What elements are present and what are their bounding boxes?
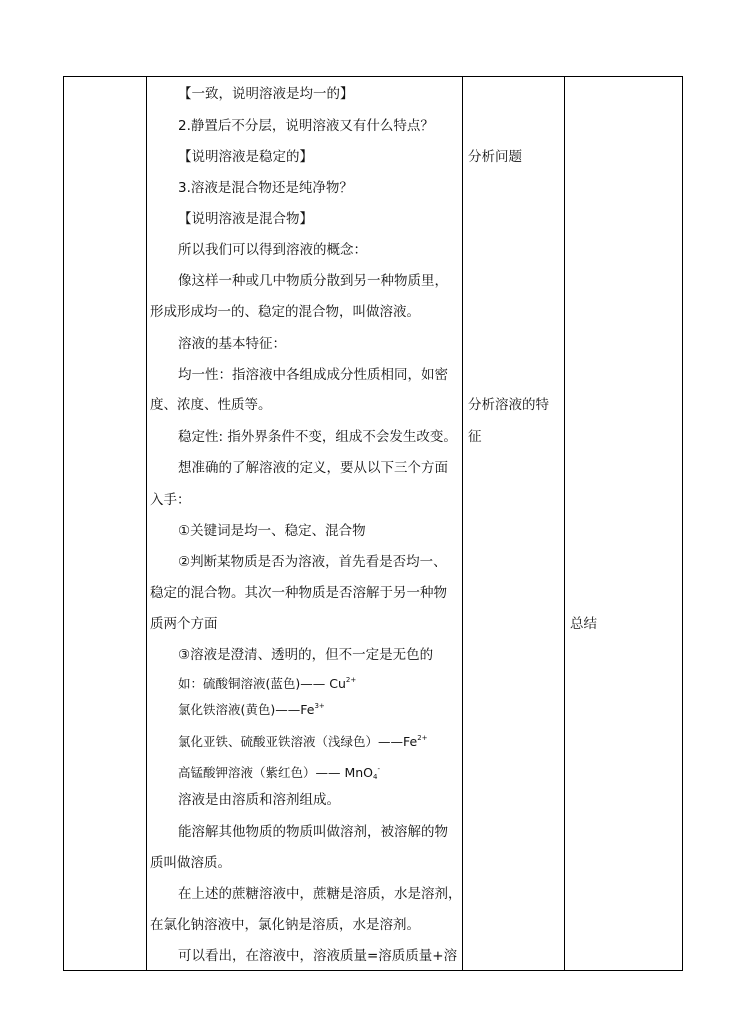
example-line: 如：硫酸铜溶液(蓝色)—— $Cu^{2+}$ [178, 676, 357, 691]
content-line: 【说明溶液是稳定的】 [178, 149, 313, 165]
example-line: 氯化亚铁、硫酸亚铁溶液（浅绿色）$——Fe^{2+}$ [178, 734, 428, 749]
content-line: 在氯化钠溶液中，氯化钠是溶质，水是溶剂。 [150, 917, 420, 933]
content-line: 【一致，说明溶液是均一的】 [178, 86, 354, 102]
activity-analyze-features-cont: 征 [468, 429, 482, 445]
content-line: 所以我们可以得到溶液的概念： [178, 242, 367, 258]
content-line: 溶液的基本特征： [178, 336, 286, 352]
content-line: 入手： [150, 492, 191, 508]
column-divider [564, 77, 565, 970]
content-line: 【说明溶液是混合物】 [178, 211, 313, 227]
content-line: 想准确的了解溶液的定义，要从以下三个方面 [178, 460, 448, 476]
content-line: 像这样一种或几中物质分散到另一种物质里， [178, 273, 448, 289]
intent-summary: 总结 [570, 616, 597, 632]
example-line: 氯化铁溶液(黄色)$——Fe^{3+}$ [178, 702, 325, 717]
content-line: 溶液是由溶质和溶剂组成。 [178, 792, 340, 808]
activity-analyze-problem: 分析问题 [468, 149, 522, 165]
content-line: ③溶液是澄清、透明的，但不一定是无色的 [178, 647, 434, 663]
content-line: 能溶解其他物质的物质叫做溶剂，被溶解的物 [178, 824, 448, 840]
content-line: ①关键词是均一、稳定、混合物 [178, 523, 366, 539]
lesson-table [63, 76, 683, 971]
content-line: 稳定的混合物。其次一种物质是否溶解于另一种物 [150, 585, 447, 601]
example-line: 高锰酸钾溶液（紫红色）—— MnO$_4$- [178, 765, 381, 781]
content-line: 可以看出，在溶液中，溶液质量=溶质质量+溶 [178, 948, 458, 964]
content-line: 均一性：指溶液中各组成成分性质相同，如密 [178, 367, 448, 383]
content-line: 稳定性: 指外界条件不变，组成不会发生改变。 [178, 429, 457, 445]
activity-analyze-features: 分析溶液的特 [468, 397, 549, 413]
content-line: ②判断某物质是否为溶液，首先看是否均一、 [178, 554, 447, 570]
content-line: 形成形成均一的、稳定的混合物，叫做溶液。 [150, 304, 420, 320]
content-line: 质叫做溶质。 [150, 855, 231, 871]
content-line: 在上述的蔗糖溶液中，蔗糖是溶质，水是溶剂， [178, 886, 462, 902]
content-line: 2.静置后不分层，说明溶液又有什么特点？ [178, 118, 434, 134]
column-divider [146, 77, 147, 970]
content-line: 3.溶液是混合物还是纯净物？ [178, 180, 353, 196]
content-line: 度、浓度、性质等。 [150, 397, 272, 413]
column-divider [462, 77, 463, 970]
content-line: 质两个方面 [150, 616, 218, 632]
